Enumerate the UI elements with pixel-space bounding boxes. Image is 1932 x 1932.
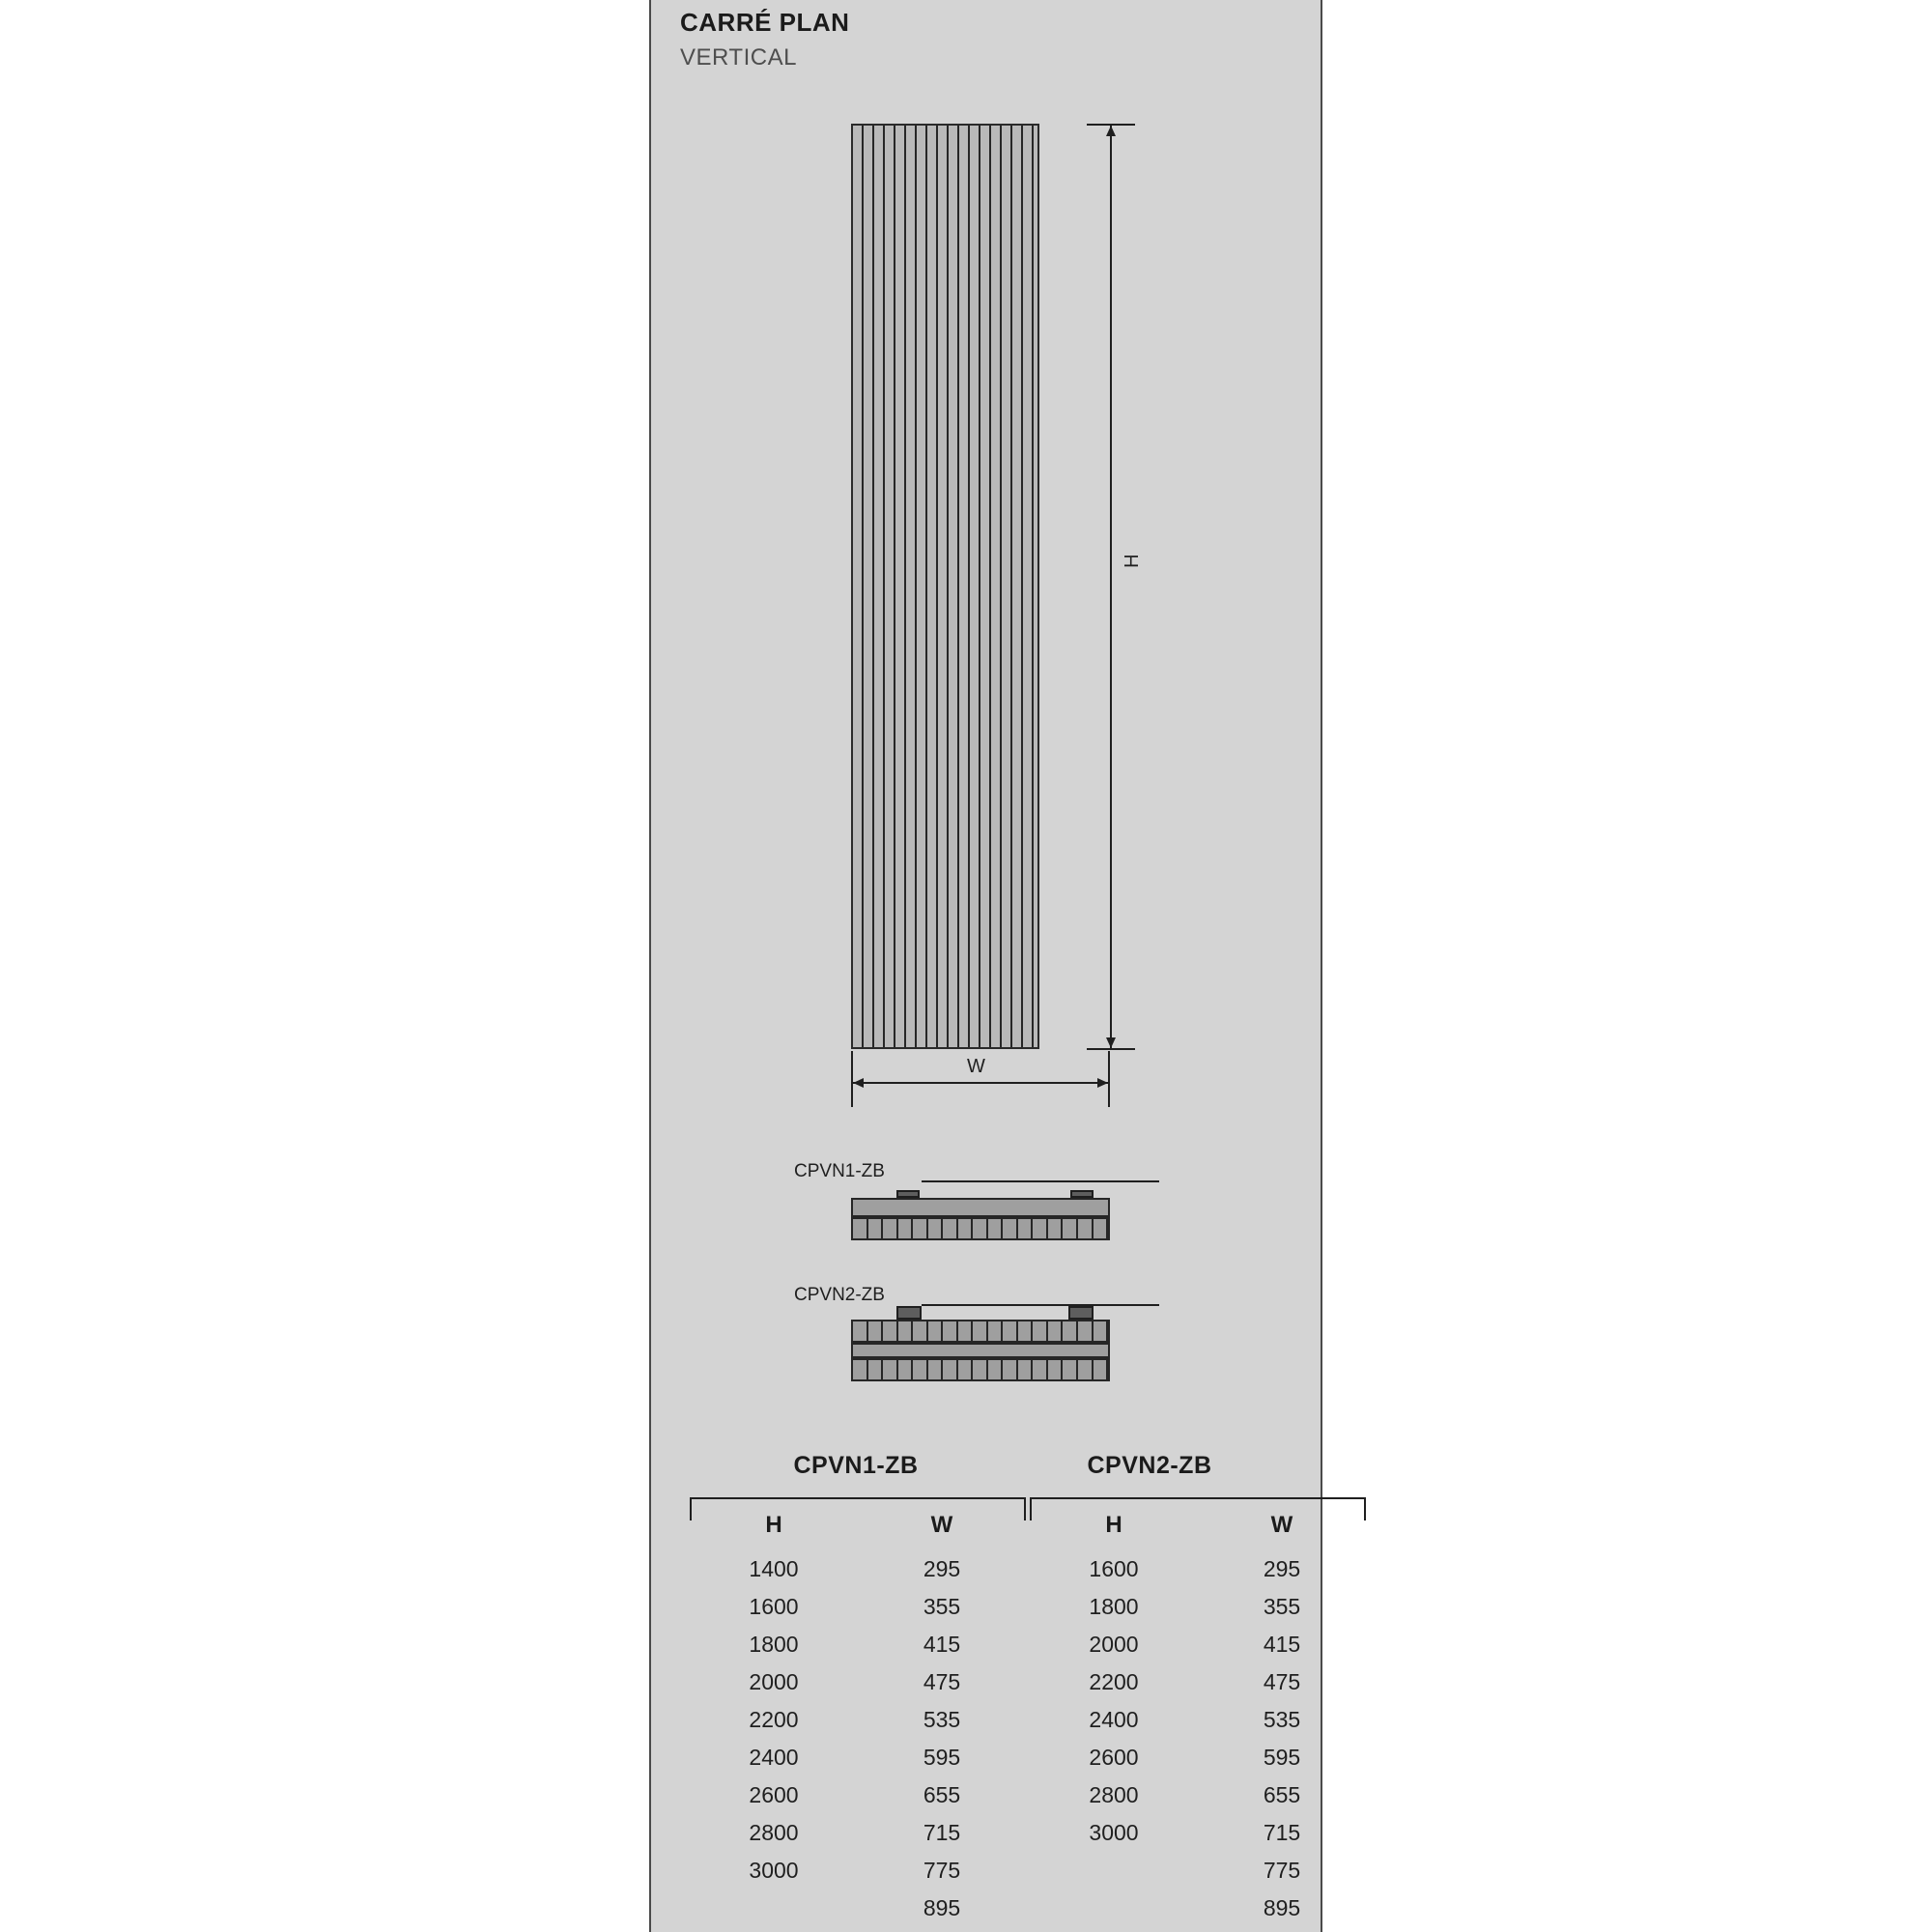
section-fin [1018,1321,1034,1341]
section-fin [898,1321,914,1341]
section-fin [958,1219,974,1238]
section2-fin-row-top [851,1320,1110,1343]
section-fin [958,1321,974,1341]
table-row [690,1776,1026,1814]
section-leader-cpvn1 [922,1180,1159,1182]
height-arrow-bottom [1106,1037,1116,1048]
radiator-fin [936,126,938,1047]
table-row [1030,1663,1366,1701]
section-label-cpvn2: CPVN2-ZB [794,1285,885,1305]
cell-h: 2800 [1089,1782,1139,1807]
cell-w: 355 [1263,1594,1301,1619]
table-row [690,1663,1026,1701]
section-fin [928,1321,944,1341]
table-row [690,1626,1026,1663]
section-fin [853,1219,868,1238]
width-arrow-right [1097,1078,1108,1088]
radiator-fin [883,126,885,1047]
cell-w: 535 [1263,1707,1301,1732]
section-fin [988,1321,1004,1341]
table-row [690,1814,1026,1852]
section-fin [928,1360,944,1379]
table-row [1030,1550,1366,1588]
table-row [690,1889,1026,1927]
cell-h [1030,1889,1198,1927]
section1-body [851,1198,1110,1217]
radiator-fin [989,126,991,1047]
table-row [1030,1889,1366,1927]
cell-h: 2200 [749,1707,799,1732]
radiator-fin [1000,126,1002,1047]
section-fin [1018,1360,1034,1379]
radiator-fin [904,126,906,1047]
table-row [690,1701,1026,1739]
section-fin [958,1360,974,1379]
radiator-fin [915,126,917,1047]
height-arrow-top [1106,126,1116,136]
cell-h: 1600 [1089,1556,1139,1581]
section1-fin-row [851,1217,1110,1240]
table2-rows [1030,1550,1366,1927]
section-fin [1048,1219,1064,1238]
page-title: CARRÉ PLAN [680,8,850,37]
table-row [690,1588,1026,1626]
cell-w: 775 [923,1858,961,1883]
cell-h: 1800 [749,1632,799,1657]
page-subtitle: VERTICAL [680,44,797,71]
table1-col-w: W [930,1512,953,1538]
cell-w: 655 [923,1782,961,1807]
section-fin [868,1219,884,1238]
section-fin [1033,1219,1048,1238]
cell-w: 895 [1263,1895,1301,1920]
section-fin [1063,1321,1078,1341]
section-fin [1094,1219,1109,1238]
section-fin [1033,1360,1048,1379]
cell-w: 535 [923,1707,961,1732]
cell-h: 2000 [749,1669,799,1694]
section-fin [973,1321,988,1341]
section-fin [943,1360,958,1379]
section-fin [1033,1321,1048,1341]
section-label-cpvn1: CPVN1-ZB [794,1161,885,1181]
width-arrow-left [853,1078,864,1088]
radiator-fin [957,126,959,1047]
table-row [1030,1852,1366,1889]
table-title-cpvn2: CPVN2-ZB [1087,1452,1212,1479]
cell-h [1030,1852,1198,1889]
table-row [690,1852,1026,1889]
radiator-fin [872,126,874,1047]
cell-h: 2600 [1089,1745,1139,1770]
section-fin [898,1360,914,1379]
cell-w: 415 [923,1632,961,1657]
height-dimension-line [1110,124,1112,1049]
cell-h: 2400 [749,1745,799,1770]
radiator-fin [862,126,864,1047]
section-fin [868,1360,884,1379]
table1-rows [690,1550,1026,1927]
section-fin [973,1219,988,1238]
section1-connector-left [896,1190,920,1198]
section-fin [1094,1321,1109,1341]
radiator-fin [947,126,949,1047]
section-fin [913,1219,928,1238]
section-fin [1003,1321,1018,1341]
section-fin [943,1219,958,1238]
section-fin [883,1321,898,1341]
section-fin [853,1360,868,1379]
radiator-front-view [851,124,1039,1049]
section-fin [1048,1360,1064,1379]
section-fin [928,1219,944,1238]
table-title-cpvn1: CPVN1-ZB [793,1452,919,1479]
cell-w: 655 [1263,1782,1301,1807]
table-row [1030,1776,1366,1814]
cell-h: 2400 [1089,1707,1139,1732]
cell-h: 1600 [749,1594,799,1619]
width-label: W [967,1056,985,1077]
cell-w: 415 [1263,1632,1301,1657]
section2-body [851,1343,1110,1358]
radiator-fin [1032,126,1034,1047]
section-fin [853,1321,868,1341]
section-fin [883,1360,898,1379]
section-fin [913,1321,928,1341]
section-fin [868,1321,884,1341]
cell-h: 3000 [749,1858,799,1883]
cell-w: 715 [1263,1820,1301,1845]
section-fin [973,1360,988,1379]
radiator-fin [894,126,895,1047]
cell-h: 2000 [1089,1632,1139,1657]
table1-col-h: H [765,1512,782,1538]
radiator-fin [1010,126,1012,1047]
section-fin [1003,1360,1018,1379]
table1-header [690,1512,1026,1539]
section-fin [898,1219,914,1238]
cell-w: 595 [1263,1745,1301,1770]
spec-panel [649,0,1322,1932]
width-dimension-line [851,1082,1110,1084]
cell-w: 295 [1263,1556,1301,1581]
radiator-fin [968,126,970,1047]
table2-header [1030,1512,1366,1539]
section-leader-cpvn2 [922,1304,1159,1306]
cell-h [690,1889,858,1927]
cell-h: 1800 [1089,1594,1139,1619]
table-row [1030,1814,1366,1852]
cell-h: 2200 [1089,1669,1139,1694]
table-row [1030,1626,1366,1663]
section-fin [1094,1360,1109,1379]
width-dimension-tick-right [1108,1051,1110,1107]
section2-connector-left [896,1306,922,1320]
section-fin [988,1219,1004,1238]
section1-connector-right [1070,1190,1094,1198]
table-row [690,1739,1026,1776]
cell-h: 2800 [749,1820,799,1845]
section-fin [1018,1219,1034,1238]
table2-col-w: W [1270,1512,1293,1538]
section-fin [1078,1219,1094,1238]
section-fin [988,1360,1004,1379]
cell-w: 475 [1263,1669,1301,1694]
table-row [1030,1701,1366,1739]
section2-connector-right [1068,1306,1094,1320]
cell-w: 475 [923,1669,961,1694]
section-fin [913,1360,928,1379]
radiator-fin [1021,126,1023,1047]
section-fin [1078,1321,1094,1341]
cell-h: 3000 [1089,1820,1139,1845]
section-fin [1048,1321,1064,1341]
section2-fin-row-bottom [851,1358,1110,1381]
radiator-fin [979,126,980,1047]
cell-h: 1400 [749,1556,799,1581]
cell-w: 775 [1263,1858,1301,1883]
height-label: H [1122,554,1143,568]
cell-w: 595 [923,1745,961,1770]
section-fin [883,1219,898,1238]
cell-w: 715 [923,1820,961,1845]
table2-col-h: H [1105,1512,1122,1538]
table-row [1030,1739,1366,1776]
section-fin [943,1321,958,1341]
section-fin [1003,1219,1018,1238]
section-fin [1078,1360,1094,1379]
section-fin [1063,1219,1078,1238]
radiator-fin [925,126,927,1047]
cell-w: 295 [923,1556,961,1581]
table-row [1030,1588,1366,1626]
cell-w: 895 [923,1895,961,1920]
cell-h: 2600 [749,1782,799,1807]
cell-w: 355 [923,1594,961,1619]
table-row [690,1550,1026,1588]
section-fin [1063,1360,1078,1379]
